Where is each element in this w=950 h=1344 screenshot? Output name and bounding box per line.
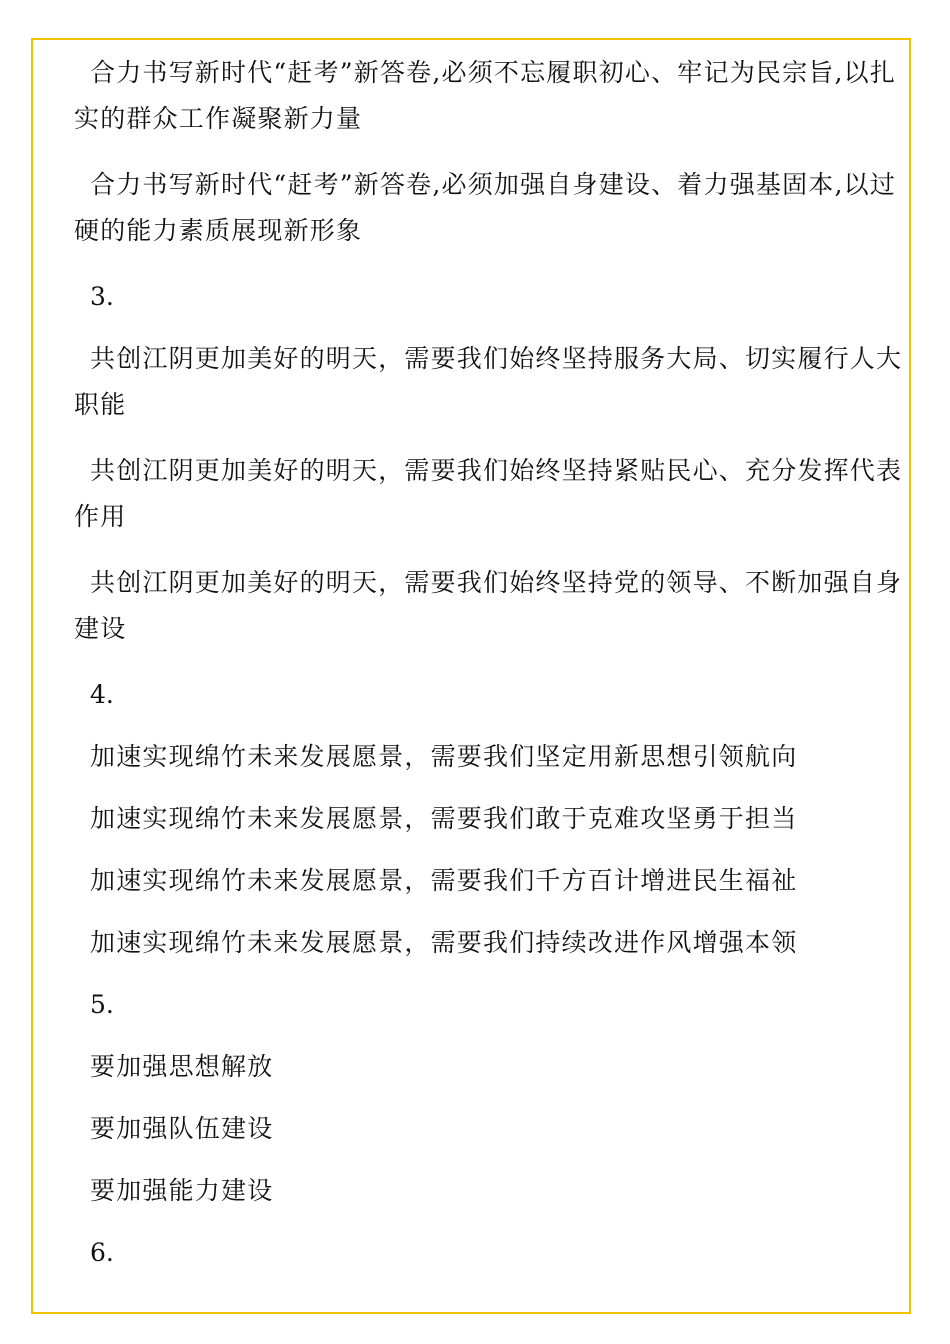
section-number: 3. <box>90 282 114 311</box>
paragraph: 共创江阴更加美好的明天，需要我们始终坚持党的领导、不断加强自身建设 <box>74 568 903 643</box>
paragraph: 要加强能力建设 <box>90 1176 274 1205</box>
paragraph: 加速实现绵竹未来发展愿景，需要我们敢于克难攻坚勇于担当 <box>90 804 798 833</box>
paragraph: 合力书写新时代“赶考”新答卷,必须不忘履职初心、牢记为民宗旨,以扎实的群众工作凝聚新力量 <box>74 58 897 133</box>
section-number: 6. <box>90 1238 114 1267</box>
document-body <box>74 50 908 1292</box>
paragraph: 要加强思想解放 <box>90 1052 274 1081</box>
section-number: 4. <box>90 680 114 709</box>
paragraph: 加速实现绵竹未来发展愿景，需要我们千方百计增进民生福祉 <box>90 866 798 895</box>
paragraph: 共创江阴更加美好的明天，需要我们始终坚持紧贴民心、充分发挥代表作用 <box>74 456 903 531</box>
paragraph: 加速实现绵竹未来发展愿景，需要我们持续改进作风增强本领 <box>90 928 798 957</box>
section-number: 5. <box>90 990 114 1019</box>
paragraph: 合力书写新时代“赶考”新答卷,必须加强自身建设、着力强基固本,以过硬的能力素质展现新形象 <box>74 170 897 245</box>
paragraph: 要加强队伍建设 <box>90 1114 274 1143</box>
paragraph: 共创江阴更加美好的明天，需要我们始终坚持服务大局、切实履行人大职能 <box>74 344 903 419</box>
paragraph: 加速实现绵竹未来发展愿景，需要我们坚定用新思想引领航向 <box>90 742 798 771</box>
